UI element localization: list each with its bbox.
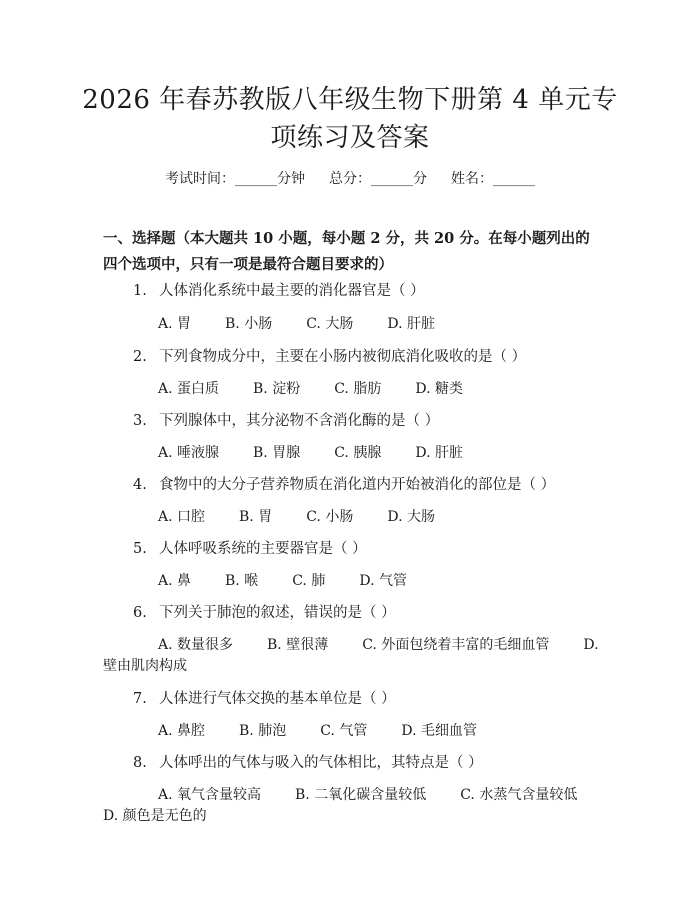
exam-meta	[0, 168, 700, 188]
options-5: A. 鼻 B. 喉 C. 肺 D. 气管	[158, 573, 407, 589]
doc-title-line1: 2026 年春苏教版八年级生物下册第 4 单元专	[82, 85, 618, 115]
question-2: 2. 下列食物成分中，主要在小肠内被彻底消化吸收的是（ ）	[133, 349, 527, 365]
options-2: A. 蛋白质 B. 淀粉 C. 脂肪 D. 糖类	[158, 381, 463, 397]
options-3: A. 唾液腺 B. 胃腺 C. 胰腺 D. 肝脏	[158, 445, 463, 461]
options-6-wrap: 壁由肌肉构成	[103, 658, 187, 674]
exam-score: 总分：______分	[329, 171, 427, 187]
exam-time: 考试时间：______分钟	[165, 171, 305, 187]
exam-name: 姓名：______	[451, 171, 535, 187]
options-7: A. 鼻腔 B. 肺泡 C. 气管 D. 毛细血管	[158, 723, 477, 739]
options-8: A. 氧气含量较高 B. 二氧化碳含量较低 C. 水蒸气含量较低	[158, 787, 578, 803]
options-4: A. 口腔 B. 胃 C. 小肠 D. 大肠	[158, 509, 435, 525]
question-8: 8. 人体呼出的气体与吸入的气体相比，其特点是（ ）	[133, 755, 483, 771]
options-8-wrap: D. 颜色是无色的	[103, 808, 207, 824]
options-6: A. 数量很多 B. 壁很薄 C. 外面包绕着丰富的毛细血管 D.	[158, 637, 599, 653]
question-1: 1. 人体消化系统中最主要的消化器官是（ ）	[133, 283, 425, 299]
doc-title-line2: 项练习及答案	[270, 123, 430, 153]
question-5: 5. 人体呼吸系统的主要器官是（ ）	[133, 541, 367, 557]
section-heading: 一、选择题（本大题共 10 小题，每小题 2 分，共 20 分。在每小题列出的四个选项中，只有一项是最符合题目要求的）	[103, 230, 590, 273]
options-1: A. 胃 B. 小肠 C. 大肠 D. 肝脏	[158, 316, 435, 332]
question-7: 7. 人体进行气体交换的基本单位是（ ）	[133, 691, 396, 707]
question-4: 4. 食物中的大分子营养物质在消化道内开始被消化的部位是（ ）	[133, 477, 556, 493]
question-3: 3. 下列腺体中，其分泌物不含消化酶的是（ ）	[133, 413, 440, 429]
question-6: 6. 下列关于肺泡的叙述，错误的是（ ）	[133, 605, 396, 621]
